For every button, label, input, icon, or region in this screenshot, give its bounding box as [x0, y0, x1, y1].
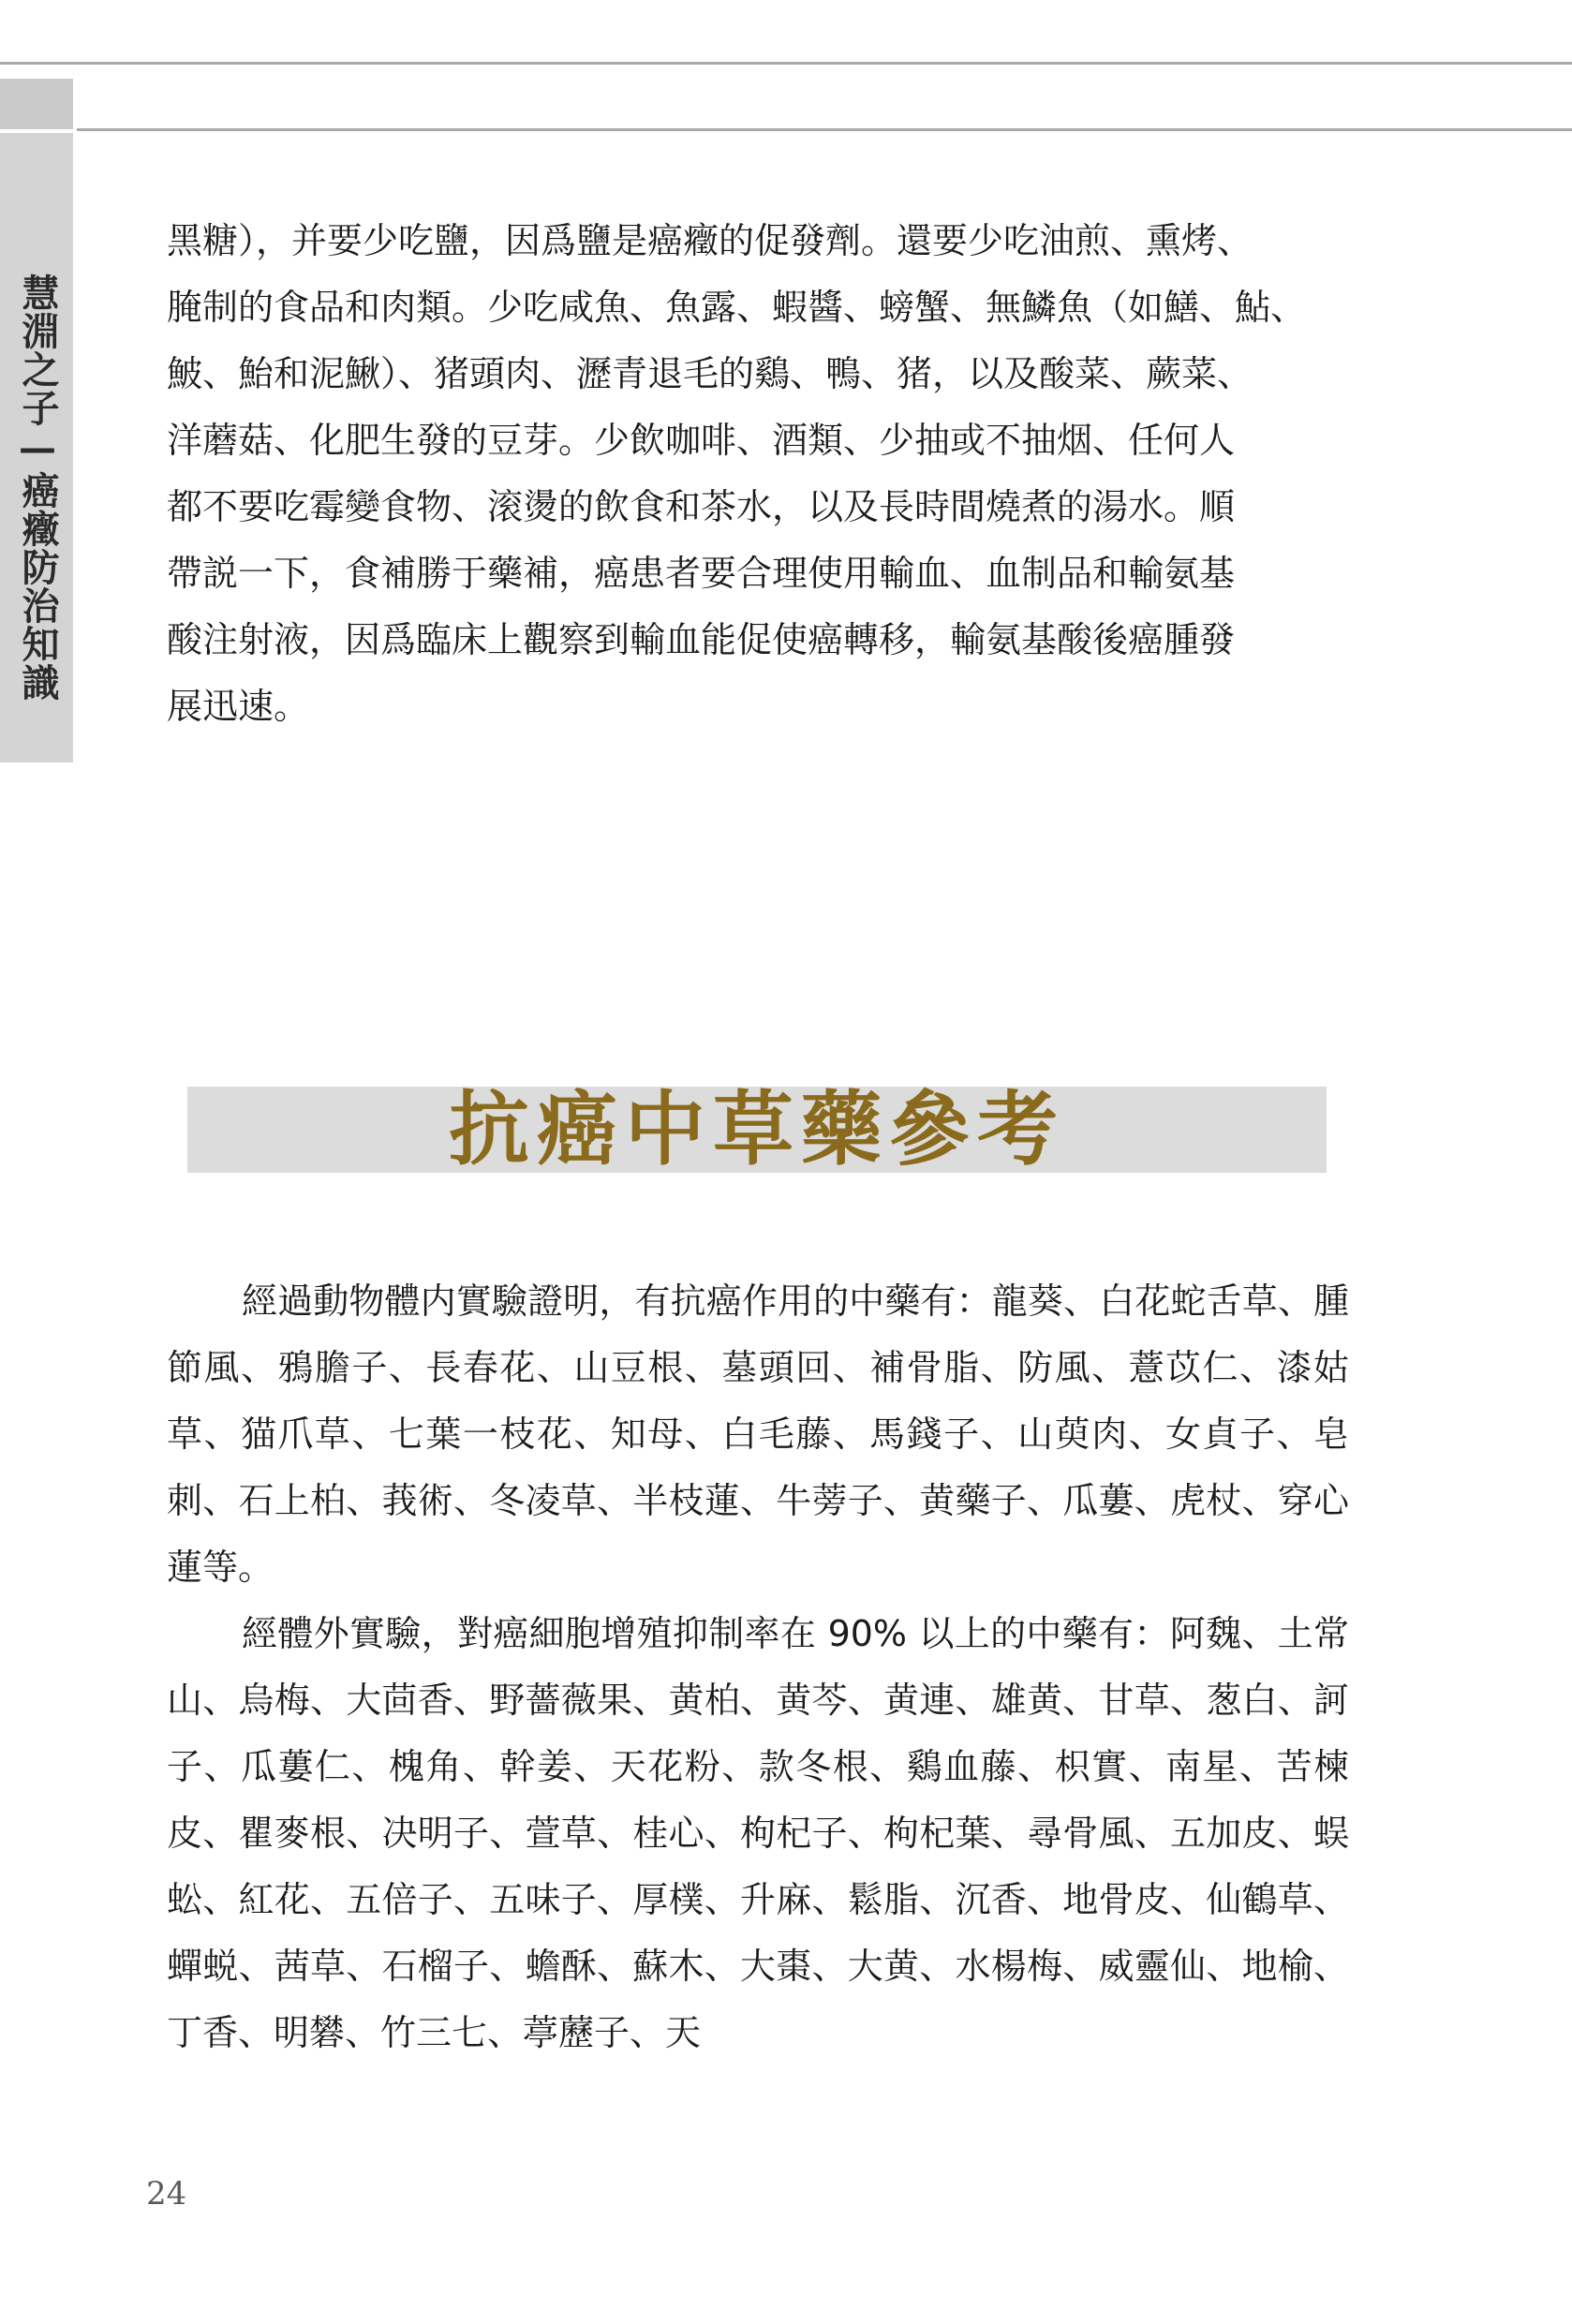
intro-line: 黑糖），并要少吃鹽，因爲鹽是癌癥的促發劑。還要少吃油煎、熏烤、 [167, 220, 1253, 261]
intro-line: 洋蘑菇、化肥生發的豆芽。少飲咖啡、酒類、少抽或不抽烟、任何人 [167, 420, 1236, 461]
body-paragraph: 經體外實驗，對癌細胞增殖抑制率在 90% 以上的中藥有：阿魏、土常山、烏梅、大茴香、野薔薇果、黄柏、黄芩、黄連、雄黄、甘草、葱白、訶子、瓜蔞仁、槐角、幹姜、天花粉、款冬根、鷄血藤、枳實、南星、苦楝皮、瞿麥根、决明子、萱草、桂心、枸杞子、枸杞葉、尋骨風、五加皮、蜈蚣、紅花、五倍子、五味子、厚樸、升麻、鬆脂、沉香、地骨皮、仙鶴草、蟬蜕、茜草、石榴子、蟾酥、蘇木、大棗、大黄、水楊梅、威靈仙、地榆、丁香、明礬、竹三七、葶藶子、天 [167, 1613, 1349, 2053]
intro-line: 帶説一下，食補勝于藥補，癌患者要合理使用輸血、血制品和輸氨基 [167, 553, 1236, 594]
section-heading: 抗癌中草藥參考 [449, 1082, 1065, 1177]
header-rule [77, 128, 1572, 131]
body-paragraph: 經過動物體内實驗證明，有抗癌作用的中藥有：龍葵、白花蛇舌草、腫節風、鴉膽子、長春花、山豆根、墓頭回、補骨脂、防風、薏苡仁、漆姑草、猫爪草、七葉一枝花、知母、白毛藤、馬錢子、山萸肉、女貞子、皂刺、石上柏、莪術、冬凌草、半枝蓮、牛蒡子、黄藥子、瓜蔞、虎杖、穿心蓮等。 [167, 1280, 1349, 1588]
side-tab-cap [0, 79, 73, 129]
intro-paragraph [167, 208, 1349, 740]
intro-line: 腌制的食品和肉類。少吃咸魚、魚露、蝦醬、螃蟹、無鱗魚（如鱔、鮎、 [167, 287, 1307, 328]
intro-line: 酸注射液，因爲臨床上觀察到輸血能促使癌轉移，輸氨基酸後癌腫發 [167, 619, 1236, 660]
top-rule [0, 62, 1572, 65]
section-body [167, 1268, 1349, 2066]
intro-line: 展迅速。 [167, 686, 310, 727]
intro-line: 都不要吃霉變食物、滚燙的飲食和茶水，以及長時間燒煮的湯水。順 [167, 486, 1236, 527]
book-title: 慧淵之子—癌癥防治知識 [16, 274, 59, 702]
intro-line: 鮍、鮐和泥鰍）、猪頭肉、瀝青退毛的鷄、鴨、猪，以及酸菜、蕨菜、 [167, 353, 1253, 394]
page-number: 24 [146, 2175, 187, 2213]
